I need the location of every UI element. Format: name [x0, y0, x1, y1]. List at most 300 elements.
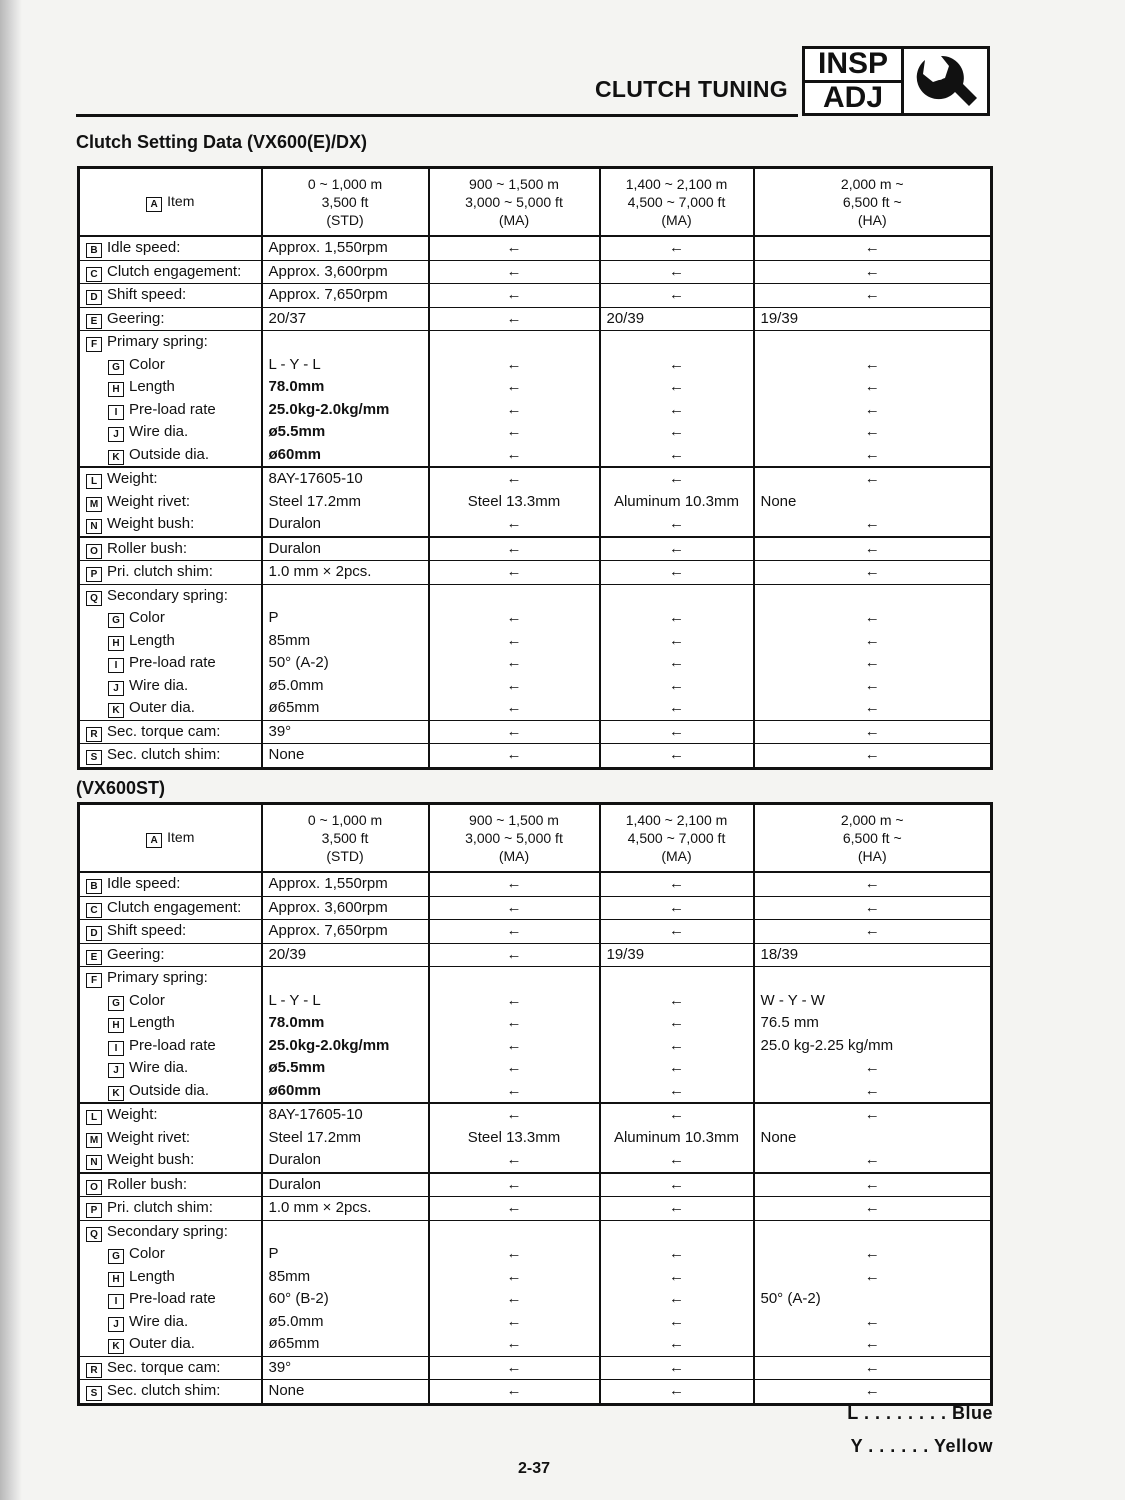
spec-item-label-cell — [79, 537, 262, 561]
table-row — [79, 1127, 992, 1150]
spec-value-cell — [262, 584, 429, 607]
spec-value-cell: Approx. 1,550rpm — [262, 872, 429, 896]
item-letter-marker: G — [108, 1249, 124, 1264]
spec-item-label: Pre-load rate — [129, 400, 216, 418]
spec-item-label-cell — [79, 1266, 262, 1289]
spec-value-cell: ← — [600, 1080, 754, 1104]
spec-item-label-cell — [79, 652, 262, 675]
spec-value-cell: ← — [429, 920, 600, 944]
spec-item-label: Geering: — [107, 309, 165, 327]
item-letter-marker: E — [86, 314, 102, 329]
item-letter-marker: M — [86, 1133, 102, 1148]
spec-value-cell: ← — [754, 1057, 992, 1080]
clutch-setting-table-vx600st — [77, 802, 993, 1406]
spec-value-cell: ← — [600, 990, 754, 1013]
table-row — [79, 584, 992, 607]
item-letter-marker: D — [86, 290, 102, 305]
spec-item-label-cell — [79, 720, 262, 744]
spec-value-cell: ø5.5mm — [262, 1057, 429, 1080]
spec-value-cell: ← — [429, 607, 600, 630]
item-letter-marker: G — [108, 613, 124, 628]
spec-value-cell: ← — [429, 1197, 600, 1221]
spec-value-cell: 20/39 — [262, 943, 429, 967]
spec-item-label: Pre-load rate — [129, 654, 216, 672]
spec-value-cell: ø60mm — [262, 444, 429, 468]
spec-value-cell: Approx. 1,550rpm — [262, 236, 429, 260]
spec-item-label: Geering: — [107, 945, 165, 963]
spec-item-label-cell — [79, 354, 262, 377]
spec-item-label-cell — [79, 513, 262, 537]
spec-item-label: Primary spring: — [107, 969, 208, 987]
spec-value-cell: Approx. 7,650rpm — [262, 284, 429, 308]
spec-value-cell: ← — [429, 1288, 600, 1311]
page-title: CLUTCH TUNING — [595, 76, 788, 102]
spec-value-cell: ← — [600, 720, 754, 744]
spec-item-label: Outer dia. — [129, 699, 195, 717]
spec-value-cell: ← — [600, 467, 754, 491]
item-letter-marker: I — [108, 658, 124, 673]
spec-value-cell: 25.0kg-2.0kg/mm — [262, 399, 429, 422]
item-header-label: Item — [167, 829, 195, 845]
spec-value-cell: 39° — [262, 1356, 429, 1380]
altitude-header-line: (MA) — [498, 212, 530, 228]
spec-value-cell: ← — [754, 444, 992, 468]
spec-value-cell: L - Y - L — [262, 990, 429, 1013]
spec-value-cell — [429, 967, 600, 990]
spec-item-label-cell — [79, 697, 262, 720]
spec-value-cell: Approx. 3,600rpm — [262, 260, 429, 284]
spec-item-label: Color — [129, 355, 165, 373]
item-letter-marker: H — [108, 382, 124, 397]
header-row — [79, 804, 992, 873]
spec-value-cell: ← — [429, 697, 600, 720]
item-letter-marker: H — [108, 1272, 124, 1287]
spec-item-label-cell — [79, 675, 262, 698]
spec-value-cell: ← — [429, 720, 600, 744]
spec-item-label: Weight bush: — [107, 515, 195, 533]
table-row — [79, 491, 992, 514]
spec-item-label: Weight: — [107, 1106, 158, 1124]
spec-item-label-cell — [79, 307, 262, 331]
spec-value-cell: ← — [429, 943, 600, 967]
altitude-column-header — [600, 804, 754, 873]
altitude-header-line: 2,000 m ~ — [840, 812, 904, 828]
spec-item-label: Pri. clutch shim: — [107, 563, 213, 581]
item-letter-marker: J — [108, 1063, 124, 1078]
table-row — [79, 1380, 992, 1405]
table-row — [79, 1057, 992, 1080]
table-row — [79, 467, 992, 491]
altitude-column-header — [429, 168, 600, 237]
spec-item-label: Outside dia. — [129, 445, 210, 463]
spec-item-label: Color — [129, 1245, 165, 1263]
spec-value-cell: ← — [600, 1149, 754, 1173]
item-column-header — [79, 168, 262, 237]
spec-value-cell: ← — [600, 1288, 754, 1311]
spec-value-cell: ← — [600, 561, 754, 585]
spec-value-cell — [429, 1220, 600, 1243]
spec-value-cell: ← — [600, 1103, 754, 1127]
altitude-header-line: (MA) — [661, 212, 692, 228]
spec-value-cell: ← — [600, 652, 754, 675]
spec-value-cell: ← — [429, 260, 600, 284]
spec-item-label-cell — [79, 990, 262, 1013]
item-letter-marker: D — [86, 926, 102, 941]
altitude-header-line: 2,000 m ~ — [840, 176, 904, 192]
altitude-header-line: (HA) — [857, 212, 887, 228]
spec-value-cell: ← — [754, 920, 992, 944]
item-letter-marker: F — [86, 337, 102, 352]
altitude-column-header — [600, 168, 754, 237]
spec-value-cell — [754, 967, 992, 990]
spec-item-label: Primary spring: — [107, 333, 208, 351]
spec-value-cell: ← — [600, 1311, 754, 1334]
spec-value-cell: ← — [754, 376, 992, 399]
spec-value-cell: ← — [600, 1333, 754, 1356]
item-letter-marker: I — [108, 1294, 124, 1309]
table-row — [79, 1220, 992, 1243]
item-letter-marker: G — [108, 996, 124, 1011]
spec-value-cell: ← — [429, 990, 600, 1013]
spec-value-cell: ← — [429, 236, 600, 260]
spec-value-cell: ← — [429, 537, 600, 561]
table-row — [79, 561, 992, 585]
spec-value-cell: 25.0kg-2.0kg/mm — [262, 1035, 429, 1058]
spec-item-label-cell — [79, 1356, 262, 1380]
spec-item-label: Shift speed: — [107, 922, 187, 940]
table-row — [79, 1356, 992, 1380]
item-letter-marker: J — [108, 427, 124, 442]
spec-value-cell: ← — [429, 872, 600, 896]
spec-item-label-cell — [79, 630, 262, 653]
spec-item-label: Sec. torque cam: — [107, 722, 221, 740]
spec-value-cell: ← — [754, 1103, 992, 1127]
table-row — [79, 236, 992, 260]
altitude-header-line: 3,500 ft — [321, 830, 369, 846]
spec-value-cell: ← — [600, 1266, 754, 1289]
table-row — [79, 697, 992, 720]
spec-value-cell — [262, 1220, 429, 1243]
altitude-header-line: 3,500 ft — [321, 194, 369, 210]
spec-value-cell: Steel 13.3mm — [429, 491, 600, 514]
spec-value-cell: Duralon — [262, 537, 429, 561]
spec-value-cell: ← — [429, 1266, 600, 1289]
spec-value-cell: ← — [429, 1057, 600, 1080]
spec-item-label-cell — [79, 1333, 262, 1356]
table-row — [79, 1266, 992, 1289]
spec-item-label-cell — [79, 872, 262, 896]
spec-value-cell: Duralon — [262, 1149, 429, 1173]
spec-value-cell: ← — [429, 307, 600, 331]
spec-item-label-cell — [79, 1103, 262, 1127]
page-number: 2-37 — [518, 1460, 551, 1477]
spec-value-cell: ← — [754, 1266, 992, 1289]
spec-value-cell: 18/39 — [754, 943, 992, 967]
spec-item-label: Secondary spring: — [107, 586, 228, 604]
spec-value-cell: ← — [754, 467, 992, 491]
spec-value-cell: ← — [429, 284, 600, 308]
spec-item-label-cell — [79, 491, 262, 514]
table-row — [79, 1288, 992, 1311]
table-row — [79, 652, 992, 675]
spec-item-label-cell — [79, 444, 262, 468]
spec-value-cell: ← — [429, 354, 600, 377]
table-row — [79, 421, 992, 444]
spec-item-label: Wire dia. — [129, 676, 189, 694]
spec-value-cell: ← — [754, 513, 992, 537]
spec-value-cell: ← — [600, 607, 754, 630]
item-letter-marker: A — [146, 197, 162, 212]
spec-item-label-cell — [79, 421, 262, 444]
table-row — [79, 354, 992, 377]
spec-value-cell: ← — [754, 1173, 992, 1197]
spec-value-cell: ← — [600, 1380, 754, 1405]
spec-item-label: Weight: — [107, 470, 158, 488]
spec-value-cell: 8AY-17605-10 — [262, 467, 429, 491]
altitude-header-line: 6,500 ft ~ — [842, 830, 902, 846]
spec-value-cell: ← — [429, 1012, 600, 1035]
spec-value-cell: Approx. 7,650rpm — [262, 920, 429, 944]
spec-value-cell: ← — [600, 744, 754, 769]
spec-value-cell — [262, 331, 429, 354]
spec-value-cell: P — [262, 1243, 429, 1266]
spec-item-label-cell — [79, 943, 262, 967]
spec-item-label-cell — [79, 1149, 262, 1173]
item-letter-marker: M — [86, 497, 102, 512]
spec-item-label: Shift speed: — [107, 286, 187, 304]
spec-value-cell: ← — [429, 513, 600, 537]
spec-value-cell: 8AY-17605-10 — [262, 1103, 429, 1127]
item-letter-marker: S — [86, 750, 102, 765]
altitude-header-line: 3,000 ~ 5,000 ft — [465, 194, 563, 210]
item-letter-marker: G — [108, 360, 124, 375]
spec-value-cell: 1.0 mm × 2pcs. — [262, 561, 429, 585]
spec-value-cell: ← — [754, 744, 992, 769]
spec-value-cell: 25.0 kg-2.25 kg/mm — [754, 1035, 992, 1058]
spec-value-cell: ← — [429, 421, 600, 444]
table-row — [79, 630, 992, 653]
spec-value-cell: ← — [600, 513, 754, 537]
spec-item-label: Roller bush: — [107, 539, 188, 557]
clutch-setting-table-vx600e-dx — [77, 166, 993, 770]
badge-text — [805, 49, 904, 113]
spec-item-label-cell — [79, 467, 262, 491]
spec-value-cell: Aluminum 10.3mm — [600, 1127, 754, 1150]
spec-value-cell: ← — [429, 630, 600, 653]
spec-value-cell: 19/39 — [754, 307, 992, 331]
spec-value-cell: ← — [754, 1243, 992, 1266]
spec-value-cell: L - Y - L — [262, 354, 429, 377]
spec-item-label: Wire dia. — [129, 1312, 189, 1330]
altitude-header-line: 1,400 ~ 2,100 m — [625, 812, 728, 828]
spec-item-label: Sec. torque cam: — [107, 1358, 221, 1376]
spec-value-cell: Approx. 3,600rpm — [262, 896, 429, 920]
spec-value-cell: Aluminum 10.3mm — [600, 491, 754, 514]
spec-item-label: Weight rivet: — [107, 492, 191, 510]
spec-value-cell — [429, 331, 600, 354]
item-letter-marker: B — [86, 879, 102, 894]
spec-value-cell: ← — [429, 675, 600, 698]
table1-title: Clutch Setting Data (VX600(E)/DX) — [76, 132, 368, 152]
spec-item-label-cell — [79, 920, 262, 944]
spec-item-label-cell — [79, 1035, 262, 1058]
item-letter-marker: P — [86, 1203, 102, 1218]
spec-value-cell: P — [262, 607, 429, 630]
spec-value-cell: 39° — [262, 720, 429, 744]
item-letter-marker: P — [86, 567, 102, 582]
spec-value-cell: ← — [429, 1380, 600, 1405]
spec-value-cell — [600, 331, 754, 354]
spec-value-cell: ← — [429, 399, 600, 422]
spec-item-label-cell — [79, 1080, 262, 1104]
spec-item-label-cell — [79, 967, 262, 990]
spec-item-label-cell — [79, 744, 262, 769]
spec-value-cell: ← — [600, 675, 754, 698]
table-row — [79, 1197, 992, 1221]
page-header — [76, 46, 990, 118]
table-row — [79, 1311, 992, 1334]
spec-value-cell: ← — [600, 354, 754, 377]
spec-item-label-cell — [79, 284, 262, 308]
spec-value-cell: ← — [600, 260, 754, 284]
spec-value-cell: ← — [429, 1333, 600, 1356]
spec-value-cell: ← — [600, 421, 754, 444]
spec-value-cell: ← — [754, 1080, 992, 1104]
spec-item-label-cell — [79, 1057, 262, 1080]
spec-value-cell: ø65mm — [262, 1333, 429, 1356]
spec-item-label: Idle speed: — [107, 239, 181, 257]
spec-item-label: Pre-load rate — [129, 1036, 216, 1054]
spec-value-cell: ← — [429, 467, 600, 491]
spec-item-label-cell — [79, 399, 262, 422]
spec-value-cell — [600, 1220, 754, 1243]
spec-value-cell: ø5.0mm — [262, 1311, 429, 1334]
spec-value-cell — [600, 967, 754, 990]
item-letter-marker: L — [86, 1110, 102, 1125]
spec-value-cell: ← — [754, 1356, 992, 1380]
altitude-header-line: 4,500 ~ 7,000 ft — [627, 830, 726, 846]
spec-value-cell: Steel 17.2mm — [262, 491, 429, 514]
spec-value-cell — [754, 1220, 992, 1243]
table-row — [79, 675, 992, 698]
table-row — [79, 1333, 992, 1356]
altitude-header-line: (STD) — [326, 212, 364, 228]
spec-item-label: Secondary spring: — [107, 1222, 228, 1240]
spec-value-cell: None — [262, 744, 429, 769]
spec-item-label-cell — [79, 1173, 262, 1197]
table-row — [79, 1103, 992, 1127]
altitude-header-line: (MA) — [498, 848, 530, 864]
item-letter-marker: H — [108, 1018, 124, 1033]
spec-value-cell: 78.0mm — [262, 376, 429, 399]
spec-value-cell: ← — [754, 236, 992, 260]
table-row — [79, 872, 992, 896]
spec-item-label: Length — [129, 1014, 175, 1032]
spec-value-cell: ← — [600, 1197, 754, 1221]
spec-value-cell: ← — [754, 872, 992, 896]
spec-value-cell: ← — [754, 1311, 992, 1334]
table-row — [79, 376, 992, 399]
spec-value-cell: ← — [754, 607, 992, 630]
spec-value-cell: ← — [754, 896, 992, 920]
altitude-column-header — [429, 804, 600, 873]
spec-item-label: Sec. clutch shim: — [107, 1382, 221, 1400]
spec-value-cell: ← — [600, 697, 754, 720]
item-letter-marker: Q — [86, 1227, 102, 1242]
spec-value-cell: ← — [429, 1243, 600, 1266]
spec-value-cell: ← — [429, 1173, 600, 1197]
spec-value-cell: ← — [600, 1057, 754, 1080]
item-letter-marker: J — [108, 681, 124, 696]
spec-value-cell: ← — [429, 561, 600, 585]
spec-value-cell: ← — [754, 720, 992, 744]
item-column-header — [79, 804, 262, 873]
spec-item-label-cell — [79, 1220, 262, 1243]
spec-item-label: Pre-load rate — [129, 1290, 216, 1308]
item-letter-marker: O — [86, 544, 102, 559]
spec-value-cell — [600, 584, 754, 607]
item-letter-marker: E — [86, 950, 102, 965]
spec-value-cell: ← — [600, 630, 754, 653]
altitude-header-line: 1,400 ~ 2,100 m — [625, 176, 728, 192]
spec-value-cell: 60° (B-2) — [262, 1288, 429, 1311]
table-row — [79, 284, 992, 308]
spec-value-cell: ← — [429, 1080, 600, 1104]
spec-value-cell: 20/37 — [262, 307, 429, 331]
spec-item-label: Weight bush: — [107, 1151, 195, 1169]
spec-item-label-cell — [79, 1243, 262, 1266]
spec-item-label: Outer dia. — [129, 1335, 195, 1353]
table-row — [79, 1012, 992, 1035]
spec-item-label-cell — [79, 260, 262, 284]
spec-value-cell: ← — [600, 1035, 754, 1058]
table-row — [79, 607, 992, 630]
spec-item-label: Clutch engagement: — [107, 262, 242, 280]
item-letter-marker: I — [108, 405, 124, 420]
spec-value-cell: ← — [754, 284, 992, 308]
altitude-header-line: (STD) — [326, 848, 364, 864]
spec-item-label: Clutch engagement: — [107, 898, 242, 916]
spec-item-label-cell — [79, 607, 262, 630]
spec-value-cell: 76.5 mm — [754, 1012, 992, 1035]
altitude-header-line: (HA) — [857, 848, 887, 864]
spec-item-label-cell — [79, 561, 262, 585]
spec-value-cell: ← — [429, 444, 600, 468]
spec-value-cell: ← — [600, 1356, 754, 1380]
spec-value-cell: ← — [754, 260, 992, 284]
badge-bottom-label: ADJ — [822, 80, 883, 114]
spec-value-cell: None — [754, 1127, 992, 1150]
spec-item-label-cell — [79, 331, 262, 354]
spec-value-cell: ← — [600, 236, 754, 260]
spec-item-label: Weight rivet: — [107, 1128, 191, 1146]
spec-value-cell: ← — [600, 1012, 754, 1035]
spec-value-cell: ← — [600, 920, 754, 944]
table-row — [79, 744, 992, 769]
item-letter-marker: B — [86, 243, 102, 258]
altitude-header-line: 4,500 ~ 7,000 ft — [627, 194, 726, 210]
item-letter-marker: S — [86, 1386, 102, 1401]
spec-item-label-cell — [79, 896, 262, 920]
spec-item-label-cell — [79, 1127, 262, 1150]
table-row — [79, 920, 992, 944]
spec-value-cell — [754, 584, 992, 607]
spec-value-cell: ← — [754, 1197, 992, 1221]
spec-item-label: Pri. clutch shim: — [107, 1199, 213, 1217]
spec-value-cell: ← — [600, 376, 754, 399]
item-letter-marker: J — [108, 1317, 124, 1332]
spec-value-cell: ø60mm — [262, 1080, 429, 1104]
